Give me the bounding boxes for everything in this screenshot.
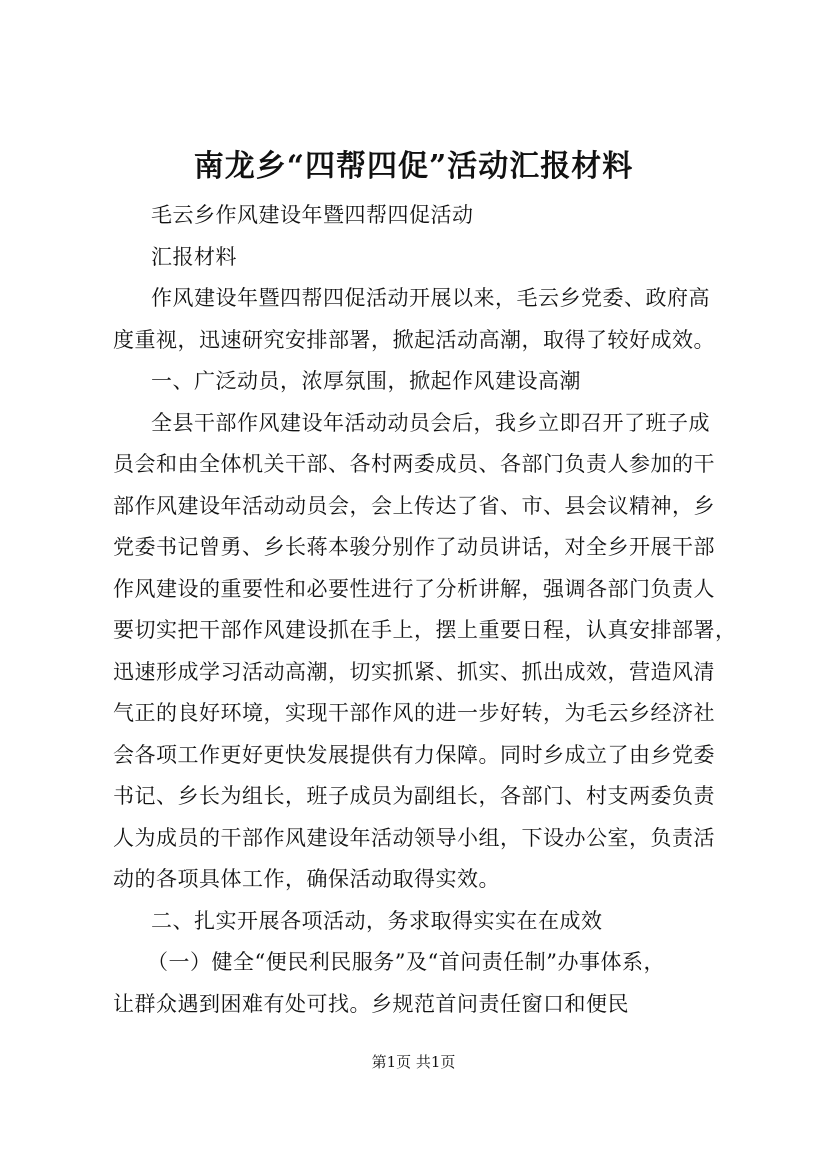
body-line: 部作风建设年活动动员会，会上传达了省、市、县会议精神，乡	[113, 493, 715, 518]
body-line: 作风建设年暨四帮四促活动开展以来，毛云乡党委、政府高	[151, 286, 710, 310]
body-line: 迅速形成学习活动高潮，切实抓紧、抓实、抓出成效，营造风清	[113, 659, 715, 684]
body-line: 要切实把干部作风建设抓在手上，摆上重要日程，认真安排部署，	[113, 618, 737, 642]
body-line: 作风建设的重要性和必要性进行了分析讲解，强调各部门负责人	[113, 576, 715, 601]
body-line: 动的各项具体工作，确保活动取得实效。	[113, 867, 500, 891]
body-line: 气正的良好环境，实现干部作风的进一步好转，为毛云乡经济社	[113, 701, 715, 725]
body-line: 党委书记曾勇、乡长蒋本骏分别作了动员讲话，对全乡开展干部	[113, 535, 715, 559]
document-title: 南龙乡“四帮四促”活动汇报材料	[193, 149, 634, 184]
body-line: 毛云乡作风建设年暨四帮四促活动	[151, 203, 474, 227]
page-footer: 第1页 共1页	[371, 1053, 456, 1071]
body-line: 书记、乡长为组长，班子成员为副组长，各部门、村支两委负责	[113, 784, 715, 808]
body-line: 度重视，迅速研究安排部署，掀起活动高潮，取得了较好成效。	[113, 327, 715, 352]
section-heading: 二、扎实开展各项活动，务求取得实实在在成效	[151, 908, 603, 933]
body-line: 人为成员的干部作风建设年活动领导小组，下设办公室，负责活	[113, 825, 715, 850]
body-line: 员会和由全体机关干部、各村两委成员、各部门负责人参加的干	[113, 452, 715, 476]
body-line: 全县干部作风建设年活动动员会后，我乡立即召开了班子成	[151, 410, 710, 435]
section-heading: 一、广泛动员，浓厚氛围，掀起作风建设高潮	[151, 369, 581, 393]
body-line: 让群众遇到困难有处可找。乡规范首问责任窗口和便民	[113, 991, 629, 1016]
body-line: 会各项工作更好更快发展提供有力保障。同时乡成立了由乡党委	[113, 742, 715, 767]
body-line: 汇报材料	[151, 244, 237, 269]
body-line: （一）健全“便民利民服务”及“首问责任制”办事体系，	[147, 950, 665, 974]
document-body	[113, 195, 745, 1025]
